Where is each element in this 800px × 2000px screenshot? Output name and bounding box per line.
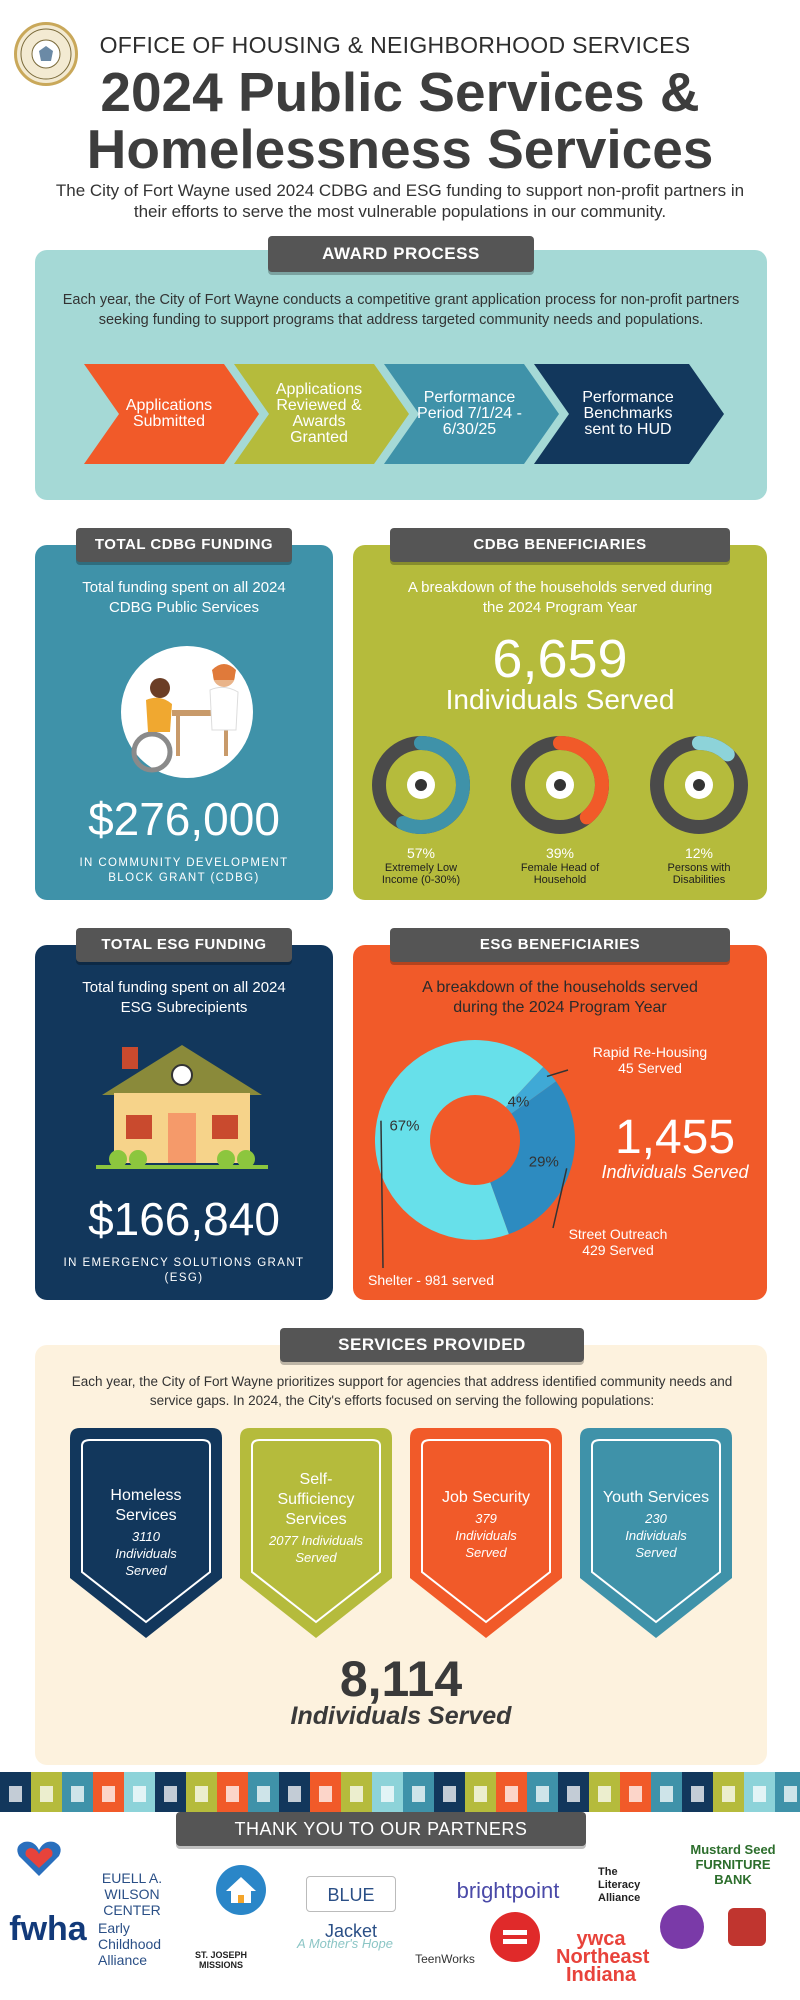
people-illustration: [112, 640, 262, 780]
award-process-heading: AWARD PROCESS: [268, 236, 534, 272]
partner-logo-heart: [14, 1838, 64, 1878]
step-label-1: Applications Submitted: [125, 397, 213, 430]
strip-icon-15: [443, 1786, 456, 1802]
service-name-self-sufficiency: Self-Sufficiency Services: [277, 1471, 355, 1528]
service-shield-job-security: [410, 1428, 562, 1638]
cdbg-beneficiaries-heading: CDBG BENEFICIARIES: [390, 528, 730, 562]
donut-percent-3: 12%: [684, 845, 714, 861]
strip-icon-9: [257, 1786, 270, 1802]
esg-funding-heading: TOTAL ESG FUNDING: [76, 928, 292, 962]
service-name-job-security: Job Security: [441, 1489, 531, 1506]
partners-heading: THANK YOU TO OUR PARTNERS: [176, 1812, 586, 1846]
esg-total: 1,455: [614, 1111, 736, 1164]
strip-icon-12: [350, 1786, 363, 1802]
strip-icon-7: [195, 1786, 208, 1802]
page-title-line2: Homelessness Services: [86, 118, 714, 180]
service-count-homeless: 3110 Individuals Served: [115, 1529, 177, 1578]
donut-label-1: Extremely Low Income (0-30%): [381, 862, 461, 886]
partner-logo-mustard-seed: Mustard Seed FURNITURE BANK: [690, 1842, 776, 1887]
esg-callout-outreach-value: 429 Served: [582, 1242, 654, 1258]
partner-logo-teenworks: TeenWorks: [415, 1952, 475, 1966]
esg-beneficiaries-heading: ESG BENEFICIARIES: [390, 928, 730, 962]
award-process-description: Each year, the City of Fort Wayne conducts a competitive grant application process for non-profit partners seeking funding to support programs that address targeted community needs and populations.: [62, 292, 740, 328]
donut-label-2: Female Head of Household: [520, 862, 600, 886]
esg-callout-rapid-number: 45: [618, 1060, 634, 1076]
partner-logo-early-childhood: Early Childhood Alliance: [98, 1920, 162, 1968]
esg-caption: IN EMERGENCY SOLUTIONS GRANT (ESG): [63, 1257, 305, 1284]
service-shield-self-sufficiency: [240, 1428, 392, 1638]
strip-icon-11: [319, 1786, 332, 1802]
cdbg-amount: $276,000: [88, 793, 280, 845]
strip-icon-3: [71, 1786, 84, 1802]
strip-icon-21: [629, 1786, 642, 1802]
step-label-3: Performance Period 7/1/24 - 6/30/25: [417, 389, 522, 438]
partner-logo-house-circle: [216, 1865, 266, 1915]
house-icon-glyph: [554, 779, 566, 791]
esg-callout-outreach: [538, 1226, 698, 1258]
cdbg-funding-heading: TOTAL CDBG FUNDING: [76, 528, 292, 562]
partner-logo-literacy: The Literacy Alliance: [598, 1866, 641, 1904]
cdbg-caption: IN COMMUNITY DEVELOPMENT BLOCK GRANT (CDBG): [79, 857, 289, 884]
cdbg-total: 6,659: [492, 629, 628, 689]
strip-icon-8: [226, 1786, 239, 1802]
partner-logo-mothers-hope: A Mother's Hope: [297, 1936, 393, 1951]
strip-icon-16: [474, 1786, 487, 1802]
cdbg-funding-description: Total funding spent on all 2024 CDBG Public Services: [82, 579, 286, 616]
intro-text: The City of Fort Wayne used 2024 CDBG and ESG funding to support non-profit partners in their efforts to serve the most vulnerable populations in our community.: [55, 181, 745, 221]
esg-percent-label-1: 67%: [389, 1117, 420, 1135]
strip-icon-14: [412, 1786, 425, 1802]
esg-callout-shelter-number: 981: [424, 1272, 449, 1288]
services-total-label: Individuals Served: [290, 1702, 512, 1730]
service-name-homeless: Homeless Services: [110, 1487, 182, 1524]
strip-icon-2: [40, 1786, 53, 1802]
esg-callout-shelter: Shelter - 981 served: [368, 1272, 495, 1288]
strip-icon-13: [381, 1786, 394, 1802]
strip-icon-20: [598, 1786, 611, 1802]
service-count-job-security: 379 Individuals Served: [455, 1511, 517, 1560]
esg-percent-label-3: 4%: [507, 1093, 530, 1111]
partner-logo-fwha: fwha: [9, 1910, 87, 1948]
donut-percent-1: 57%: [406, 845, 436, 861]
esg-donut-hole: [430, 1095, 520, 1185]
donut-arc-3: [699, 743, 728, 754]
services-shields: [70, 1428, 734, 1643]
page-title-line1: 2024 Public Services &: [100, 61, 700, 123]
esg-callout-shelter-label: Shelter: [368, 1272, 413, 1288]
strip-icon-6: [164, 1786, 177, 1802]
partner-logo-ywca: ywca Northeast Indiana: [556, 1928, 650, 1986]
service-shield-homeless: [70, 1428, 222, 1638]
strip-icon-18: [536, 1786, 549, 1802]
step-label-2: Applications Reviewed & Awards Granted: [275, 381, 363, 446]
esg-funding-description: Total funding spent on all 2024 ESG Subrecipients: [82, 979, 286, 1016]
donut-label-3: Persons with Disabilities: [667, 862, 731, 886]
esg-callout-outreach-number: 429: [582, 1242, 606, 1258]
partner-logo-bluejacket: BLUE Jacket: [306, 1876, 396, 1912]
services-description: Each year, the City of Fort Wayne prioritizes support for agencies that address identified community needs and service gaps. In 2024, the City's efforts focused on serving the following populations:: [71, 1374, 733, 1408]
strip-icon-23: [691, 1786, 704, 1802]
strip-icon-22: [660, 1786, 673, 1802]
esg-callout-rapid-label: Rapid Re-Housing: [592, 1044, 708, 1060]
services-heading: SERVICES PROVIDED: [280, 1328, 584, 1362]
strip-icon-10: [288, 1786, 301, 1802]
strip-icon-26: [784, 1786, 797, 1802]
wheelchair-icon-glyph: [693, 779, 705, 791]
service-count-youth: 230 Individuals Served: [625, 1511, 687, 1560]
strip-icon-24: [722, 1786, 735, 1802]
award-process-steps: [84, 364, 724, 464]
house-illustration: [92, 1035, 272, 1175]
cdbg-donuts: [353, 735, 767, 895]
office-name: OFFICE OF HOUSING & NEIGHBORHOOD SERVICES: [99, 32, 691, 58]
strip-icon-25: [753, 1786, 766, 1802]
strip-icon-17: [505, 1786, 518, 1802]
strip-icon-5: [133, 1786, 146, 1802]
services-total: 8,114: [339, 1651, 463, 1707]
esg-amount: $166,840: [88, 1193, 280, 1245]
page-title: [40, 61, 760, 180]
esg-beneficiaries-description: A breakdown of the households served during the 2024 Program Year: [422, 979, 698, 1016]
strip-icon-1: [9, 1786, 22, 1802]
esg-callout-rapid-value: 45 Served: [618, 1060, 682, 1076]
strip-icon-4: [102, 1786, 115, 1802]
partner-logo-wilson: EUELL A. WILSON CENTER: [101, 1870, 163, 1918]
strip-icon-19: [567, 1786, 580, 1802]
partner-logo-equal: [490, 1912, 540, 1962]
service-shield-youth: [580, 1428, 732, 1638]
partner-logo-purple: [660, 1905, 704, 1949]
money-cycle-icon-glyph: [415, 779, 427, 791]
cdbg-beneficiaries-description: A breakdown of the households served during the 2024 Program Year: [407, 579, 713, 616]
cdbg-total-label: Individuals Served: [445, 684, 675, 715]
donut-percent-2: 39%: [545, 845, 575, 861]
esg-total-label: Individuals Served: [601, 1162, 749, 1182]
step-label-4: Performance Benchmarks sent to HUD: [582, 389, 674, 438]
icon-strip: [0, 1772, 800, 1812]
esg-callout-rapid: [560, 1044, 740, 1076]
partner-logo-st-joseph: ST. JOSEPH MISSIONS: [194, 1950, 248, 1970]
esg-callout-outreach-label: Street Outreach: [568, 1226, 668, 1242]
esg-percent-label-2: 29%: [528, 1153, 559, 1171]
service-name-youth: Youth Services: [602, 1489, 710, 1506]
service-count-self-sufficiency: 2077 Individuals Served: [269, 1533, 363, 1565]
partner-logo-red-house: [728, 1908, 766, 1946]
partner-logo-brightpoint: brightpoint: [456, 1878, 560, 1903]
